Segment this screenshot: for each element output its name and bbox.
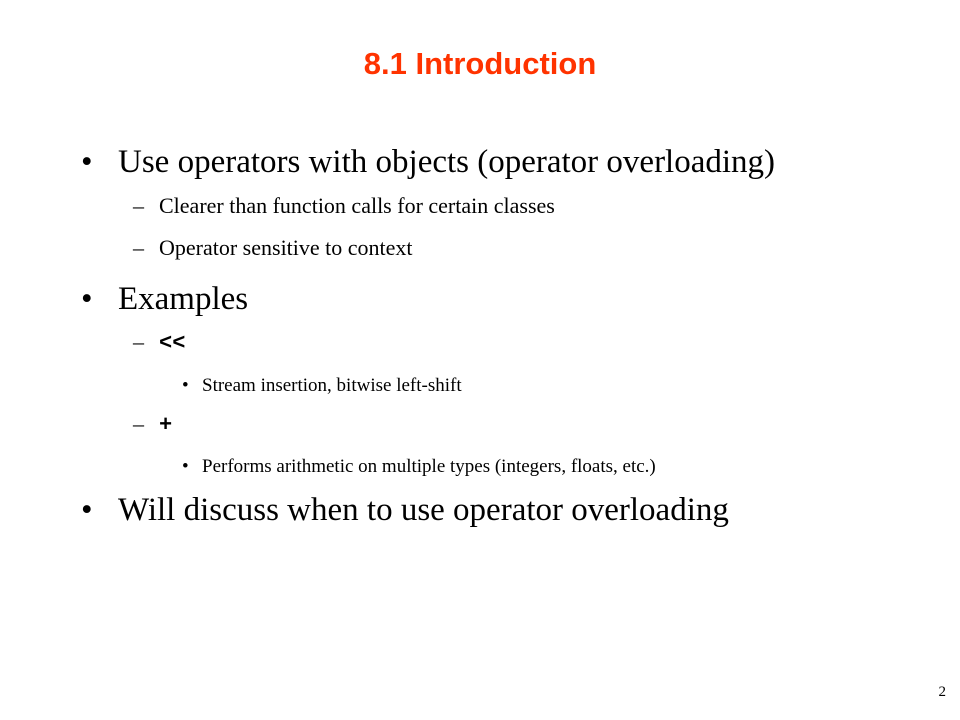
bullet-text: Examples: [118, 281, 249, 317]
sub-bullet-item: [133, 410, 173, 440]
dash-marker: –: [133, 411, 144, 436]
bullet-marker: •: [81, 492, 93, 528]
sub-bullet-text: Operator sensitive to context: [159, 235, 413, 260]
bullet-item: [81, 490, 729, 530]
dash-marker: –: [133, 329, 144, 354]
bullet-marker: •: [81, 144, 93, 180]
dash-marker: –: [133, 193, 144, 218]
detail-text: Stream insertion, bitwise left-shift: [202, 375, 462, 396]
detail-item: [182, 454, 656, 480]
dash-marker: –: [133, 235, 144, 260]
operator-code-text: <<: [159, 331, 186, 356]
detail-text: Performs arithmetic on multiple types (integers, floats, etc.): [202, 456, 656, 477]
page-number: 2: [938, 684, 946, 700]
detail-item: [182, 373, 462, 399]
bullet-marker: •: [182, 375, 189, 396]
sub-bullet-text: Clearer than function calls for certain classes: [159, 193, 555, 218]
operator-code-text: +: [159, 413, 173, 438]
slide-title: 8.1 Introduction: [363, 46, 597, 81]
sub-bullet-item: [133, 328, 186, 358]
bullet-item: [81, 142, 776, 182]
bullet-item: [81, 279, 249, 319]
sub-bullet-item: [133, 192, 555, 220]
sub-bullet-item: [133, 234, 413, 262]
bullet-text: Will discuss when to use operator overloading: [118, 492, 729, 528]
bullet-marker: •: [81, 281, 93, 317]
bullet-marker: •: [182, 456, 189, 477]
bullet-text: Use operators with objects (operator overloading): [118, 144, 776, 180]
